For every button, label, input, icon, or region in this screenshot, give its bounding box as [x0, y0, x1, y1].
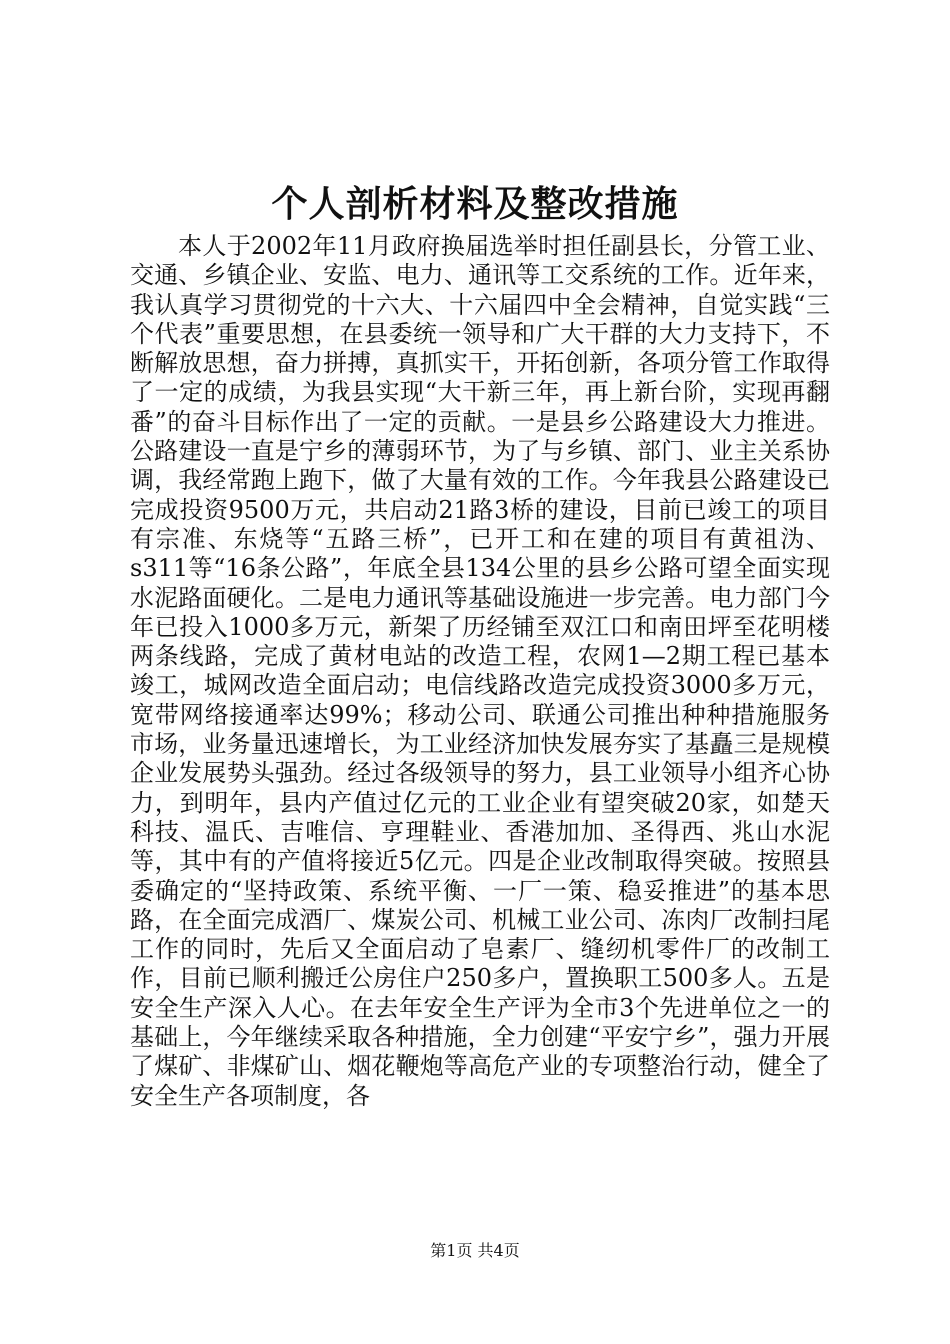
document-body: [130, 232, 830, 1111]
body-paragraph: 本人于2002年11月政府换届选举时担任副县长，分管工业、交通、乡镇企业、安监、电力、通讯等工交系统的工作。近年来，我认真学习贯彻党的十六大、十六届四中全会精神，自觉实践“三个代表”重要思想，在县委统一领导和广大干群的大力支持下，不断解放思想，奋力拼搏，真抓实干，开拓创新，各项分管工作取得了一定的成绩，为我县实现“大干新三年，再上新台阶，实现再翻番”的奋斗目标作出了一定的贡献。一是县乡公路建设大力推进。公路建设一直是宁乡的薄弱环节，为了与乡镇、部门、业主关系协调，我经常跑上跑下，做了大量有效的工作。今年我县公路建设已完成投资9500万元，共启动21路3桥的建设，目前已竣工的项目有宗准、东烧等“五路三桥”，已开工和在建的项目有黄祖沩、s311等“16条公路”，年底全县134公里的县乡公路可望全面实现水泥路面硬化。二是电力通讯等基础设施进一步完善。电力部门今年已投入1000多万元，新架了历经铺至双江口和南田坪至花明楼两条线路，完成了黄材电站的改造工程，农网1—2期工程已基本竣工，城网改造全面启动；电信线路改造完成投资3000多万元，宽带网络接通率达99%；移动公司、联通公司推出种种措施服务市场，业务量迅速增长，为工业经济加快发展夯实了基矗三是规模企业发展势头强劲。经过各级领导的努力，县工业领导小组齐心协力，到明年，县内产值过亿元的工业企业有望突破20家，如楚天科技、温氏、吉唯信、亨理鞋业、香港加加、圣得西、兆山水泥等，其中有的产值将接近5亿元。四是企业改制取得突破。按照县委确定的“坚持政策、系统平衡、一厂一策、稳妥推进”的基本思路，在全面完成酒厂、煤炭公司、机械工业公司、冻肉厂改制扫尾工作的同时，先后又全面启动了皂素厂、缝纫机零件厂的改制工作，目前已顺利搬迁公房住户250多户，置换职工500多人。五是安全生产深入人心。在去年安全生产评为全市3个先进单位之一的基础上，今年继续采取各种措施，全力创建“平安宁乡”，强力开展了煤矿、非煤矿山、烟花鞭炮等高危产业的专项整治行动，健全了安全生产各项制度，各: [130, 232, 830, 1110]
document-title: 个人剖析材料及整改措施: [271, 183, 679, 225]
page-number: 第1页 共4页: [430, 1241, 520, 1260]
page-footer: [0, 1240, 950, 1262]
